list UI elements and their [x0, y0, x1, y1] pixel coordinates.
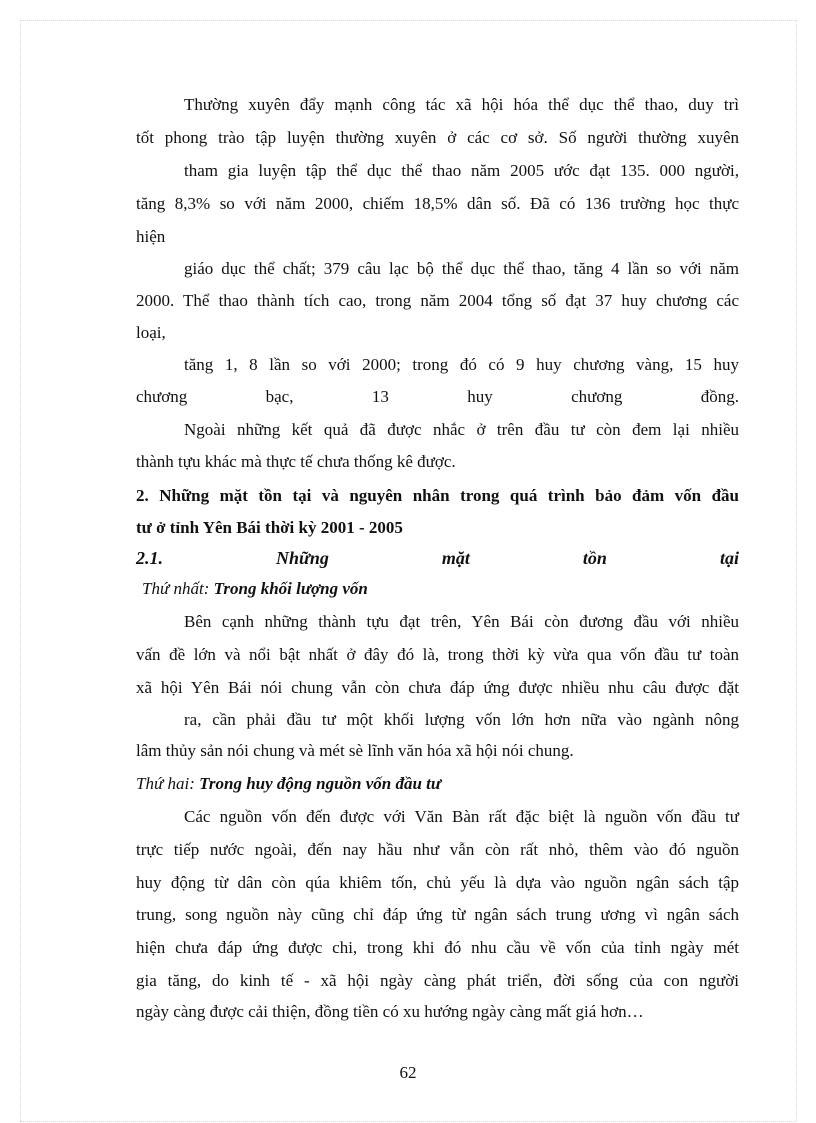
section-heading: tư ở tỉnh Yên Bái thời kỳ 2001 - 2005 [136, 518, 403, 537]
subsection-heading [136, 547, 739, 569]
text-line: tham gia luyện tập thể dục thể thao năm 2005 ước đạt 135. 000 người, [184, 161, 739, 180]
heading-word: tồn [582, 548, 607, 568]
text-line: hiện chưa đáp ứng được chi, trong khi đó nhu cầu về vốn của tỉnh ngày mét [136, 938, 739, 957]
text-line: Thường xuyên đẩy mạnh công tác xã hội hóa thể dục thể thao, duy trì [184, 95, 739, 114]
heading-word: tại [719, 548, 739, 568]
text-line: gia tăng, do kinh tế - xã hội ngày càng phát triển, đời sống của con người [136, 971, 739, 990]
text-line: ra, cần phải đầu tư một khối lượng vốn lớn hơn nữa vào ngành nông [184, 710, 739, 729]
text-line: vấn đề lớn và nổi bật nhất ở đây đó là, trong thời kỳ vừa qua vốn đầu tư toàn [136, 645, 739, 664]
page-border-right [796, 20, 797, 1121]
text-line: Bên cạnh những thành tựu đạt trên, Yên Bái còn đương đầu với nhiều [184, 612, 739, 631]
second-point-title: Trong huy động nguồn vốn đầu tư [199, 774, 442, 793]
text-line: Ngoài những kết quả đã được nhắc ở trên đầu tư còn đem lại nhiều [184, 420, 739, 439]
text-line: lâm thủy sản nói chung và mét sè lĩnh văn hóa xã hội nói chung. [136, 741, 574, 760]
first-point-label: Thứ nhất: [142, 579, 210, 598]
text-line: tốt phong trào tập luyện thường xuyên ở các cơ sở. Số người thường xuyên [136, 128, 739, 147]
text-line: loại, [136, 323, 166, 342]
text-line: trực tiếp nước ngoài, đến nay hầu như vẫn còn rất nhỏ, thêm vào đó nguồn [136, 840, 739, 859]
heading-word: mặt [441, 548, 470, 568]
text-line: ngày càng được cải thiện, đồng tiền có xu hướng ngày càng mất giá hơn… [136, 1002, 644, 1021]
text-line: xã hội Yên Bái nói chung vẫn còn chưa đáp ứng được nhiều nhu câu được đặt [136, 678, 739, 697]
text-line: tăng 1, 8 lần so với 2000; trong đó có 9 huy chương vàng, 15 huy [184, 355, 739, 374]
page-border-bottom [20, 1121, 796, 1122]
text-line: giáo dục thể chất; 379 câu lạc bộ thể dục thể thao, tăng 4 lần so với năm [184, 259, 739, 278]
heading-word: 2.1. [136, 548, 163, 568]
second-point-label: Thứ hai: [136, 774, 195, 793]
second-point-heading [136, 773, 441, 795]
text-line: thành tựu khác mà thực tế chưa thống kê được. [136, 452, 456, 471]
text-line: chương bạc, 13 huy chương đồng. [136, 387, 739, 406]
section-heading: 2. Những mặt tồn tại và nguyên nhân trong quá trình bảo đảm vốn đầu [136, 486, 739, 505]
page-border-left [20, 20, 21, 1121]
first-point-title: Trong khối lượng vốn [213, 579, 368, 598]
text-line: hiện [136, 227, 166, 246]
page-border-top [20, 20, 796, 21]
text-line: huy động từ dân còn qúa khiêm tốn, chủ yếu là dựa vào nguồn ngân sách tập [136, 873, 739, 892]
text-line: tăng 8,3% so với năm 2000, chiếm 18,5% dân số. Đã có 136 trường học thực [136, 194, 739, 213]
text-line: trung, song nguồn này cũng chỉ đáp ứng từ ngân sách trung ương vì ngân sách [136, 905, 739, 924]
text-line: Các nguồn vốn đến được với Văn Bàn rất đặc biệt là nguồn vốn đầu tư [184, 807, 739, 826]
heading-word: Những [276, 548, 329, 568]
text-line: 2000. Thể thao thành tích cao, trong năm 2004 tổng số đạt 37 huy chương các [136, 291, 739, 310]
first-point-heading [142, 578, 368, 600]
page-number: 62 [399, 1063, 417, 1082]
